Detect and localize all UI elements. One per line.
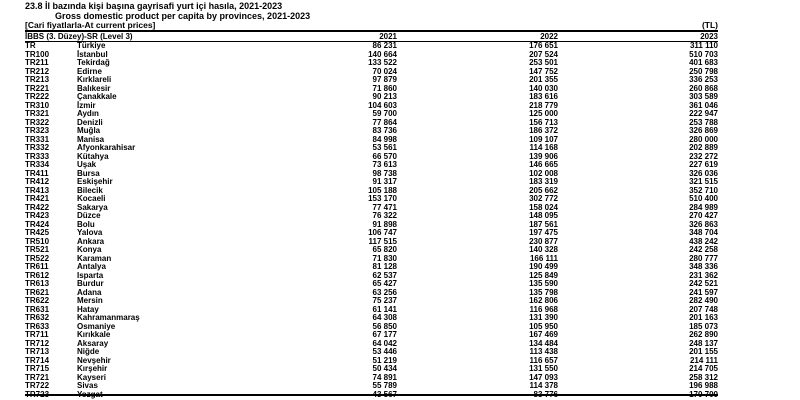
province-code: TR714 (25, 355, 50, 365)
province-name: İstanbul (77, 49, 108, 59)
value-2023: 185 073 (689, 321, 718, 331)
value-2021: 77 864 (372, 117, 397, 127)
province-code: TR222 (25, 92, 50, 101)
value-2021: 83 736 (372, 126, 397, 135)
province-name: Antalya (77, 262, 106, 271)
value-2022: 190 499 (529, 262, 558, 271)
value-2022: 201 355 (529, 75, 558, 84)
value-2021: 153 170 (368, 194, 397, 203)
table-row (25, 59, 718, 68)
province-code: TR611 (25, 262, 49, 271)
table-row (25, 204, 718, 213)
value-2022: 197 475 (529, 228, 558, 237)
value-2022: 302 772 (529, 194, 558, 203)
value-2023: 241 597 (689, 287, 718, 297)
value-2021: 133 522 (368, 58, 397, 67)
province-name: Nevşehir (77, 355, 111, 365)
table-row (25, 331, 718, 340)
value-2023: 326 869 (689, 126, 718, 135)
province-code: TR322 (25, 117, 50, 127)
value-2022: 167 469 (529, 330, 558, 339)
value-2022: 148 095 (529, 211, 558, 220)
province-name: Yalova (77, 228, 103, 237)
value-2022: 205 662 (529, 185, 558, 195)
value-2021: 81 128 (372, 262, 397, 271)
table-row (25, 323, 718, 332)
table-row (25, 170, 718, 179)
table-row (25, 161, 718, 170)
table-row (25, 297, 718, 306)
year-header-2021: 2021 (379, 32, 397, 41)
value-2022: 147 752 (529, 66, 558, 76)
value-2023: 214 111 (689, 355, 718, 365)
province-name: Kırşehir (77, 364, 108, 373)
value-2022: 131 390 (529, 313, 558, 322)
province-code: TR310 (25, 100, 50, 110)
province-code: TR421 (25, 194, 50, 203)
province-name: Konya (77, 245, 102, 254)
value-2023: 303 589 (689, 92, 718, 101)
province-name: Aksaray (77, 338, 109, 348)
province-name: Tekirdağ (77, 58, 110, 67)
value-2023: 227 619 (689, 160, 718, 169)
province-code: TR100 (25, 49, 50, 59)
value-2023: 361 046 (689, 100, 718, 110)
table-row (25, 340, 718, 349)
province-code: TR213 (25, 75, 50, 84)
value-2021: 117 515 (368, 236, 397, 246)
value-2023: 201 163 (689, 313, 718, 322)
value-2021: 70 024 (372, 66, 397, 76)
province-name: Osmaniye (77, 321, 116, 331)
province-code: TR631 (25, 304, 50, 314)
value-2022: 230 877 (529, 236, 558, 246)
value-2021: 67 177 (372, 330, 397, 339)
province-name: Balıkesir (77, 83, 111, 93)
table-row (25, 212, 718, 221)
value-2023: 326 863 (689, 219, 718, 229)
province-code: TR333 (25, 151, 50, 161)
province-name: Sakarya (77, 202, 108, 212)
value-2021: 62 537 (372, 270, 397, 280)
province-name: Eskişehir (77, 177, 113, 186)
province-code: TR622 (25, 296, 50, 305)
value-2021: 59 700 (372, 109, 397, 118)
province-name: Aydın (77, 109, 99, 118)
province-code: TR510 (25, 236, 50, 246)
province-name: Hatay (77, 304, 99, 314)
value-2022: 166 111 (529, 253, 558, 263)
table-row (25, 195, 718, 204)
province-name: Kütahya (77, 151, 109, 161)
value-2021: 50 434 (372, 364, 397, 373)
value-2022: 207 524 (529, 49, 558, 59)
province-name: Burdur (77, 279, 104, 288)
value-2021: 86 231 (372, 41, 397, 50)
value-2021: 73 613 (372, 160, 397, 169)
year-header-2023: 2023 (700, 32, 718, 41)
table-row (25, 348, 718, 357)
province-name: Denizli (77, 117, 103, 127)
province-code: TR722 (25, 381, 50, 390)
table-row (25, 246, 718, 255)
value-2023: 242 521 (689, 279, 718, 288)
province-code: TR721 (25, 372, 50, 382)
value-2022: 116 657 (529, 355, 558, 365)
value-2022: 218 779 (529, 100, 558, 110)
province-code: TR332 (25, 143, 50, 152)
province-name: Niğde (77, 347, 100, 356)
value-2021: 106 747 (368, 228, 397, 237)
province-code: TR425 (25, 228, 50, 237)
value-2022: 183 616 (529, 92, 558, 101)
value-2023: 232 272 (689, 151, 718, 161)
value-2022: 187 561 (529, 219, 558, 229)
province-name: Kayseri (77, 372, 106, 382)
province-code: TR632 (25, 313, 50, 322)
region-level-header: İBBS (3. Düzey)-SR (Level 3) (25, 32, 133, 41)
province-code: TR621 (25, 287, 50, 297)
province-name: Düzce (77, 211, 101, 220)
value-2021: 64 042 (372, 338, 397, 348)
province-name: Bolu (77, 219, 95, 229)
value-2022: 116 968 (529, 304, 558, 314)
value-2023: 352 710 (689, 185, 718, 195)
value-2021: 71 830 (372, 253, 397, 263)
table-header-row (25, 30, 718, 42)
value-2022: 113 438 (529, 347, 558, 356)
value-2021: 53 561 (372, 143, 397, 152)
value-2023: 253 788 (689, 117, 718, 127)
value-2023: 282 490 (689, 296, 718, 305)
table-row (25, 85, 718, 94)
table-row (25, 144, 718, 153)
province-code: TR521 (25, 245, 50, 254)
value-2022: 156 713 (529, 117, 558, 127)
province-name: Mersin (77, 296, 103, 305)
value-2022: 125 000 (529, 109, 558, 118)
value-2022: 253 501 (529, 58, 558, 67)
value-2021: 76 322 (372, 211, 397, 220)
value-2023: 262 890 (689, 330, 718, 339)
value-2022: 135 798 (529, 287, 558, 297)
value-2021: 56 850 (372, 321, 397, 331)
value-2023: 438 242 (689, 236, 718, 246)
province-name: Bilecik (77, 185, 103, 195)
value-2021: 75 237 (372, 296, 397, 305)
table-title-english: Gross domestic product per capita by provinces, 2021-2023 (55, 11, 311, 21)
currency-unit-label: (TL) (701, 20, 718, 30)
province-code: TR (25, 41, 36, 50)
province-code: TR712 (25, 338, 50, 348)
province-name: Manisa (77, 134, 105, 144)
province-code: TR713 (25, 347, 50, 356)
table-row (25, 76, 718, 85)
value-2022: 147 093 (529, 372, 558, 382)
province-code: TR321 (25, 109, 50, 118)
value-2021: 66 570 (372, 151, 397, 161)
value-2023: 311 110 (689, 41, 718, 50)
value-2023: 231 362 (689, 270, 718, 280)
value-2022: 114 168 (529, 143, 558, 152)
gdp-per-capita-table (25, 30, 718, 399)
value-2023: 207 748 (689, 304, 718, 314)
price-basis-note: [Cari fiyatlarla-At current prices] (25, 20, 156, 30)
table-row (25, 272, 718, 281)
value-2021: 53 446 (372, 347, 397, 356)
value-2021: 51 219 (372, 355, 397, 365)
table-row (25, 289, 718, 298)
value-2021: 91 317 (372, 177, 397, 186)
province-name: Karaman (77, 253, 112, 263)
value-2021: 65 427 (372, 279, 397, 288)
value-2022: 105 950 (529, 321, 558, 331)
province-name: Kahramanmaraş (77, 313, 140, 322)
value-2023: 280 000 (689, 134, 718, 144)
province-code: TR334 (25, 160, 50, 169)
table-row (25, 110, 718, 119)
table-row (25, 127, 718, 136)
province-code: TR411 (25, 168, 49, 178)
province-code: TR715 (25, 364, 50, 373)
value-2023: 258 312 (689, 372, 718, 382)
value-2023: 510 703 (689, 49, 718, 59)
province-code: TR612 (25, 270, 50, 280)
value-2023: 336 253 (689, 75, 718, 84)
province-code: TR424 (25, 219, 50, 229)
province-name: Uşak (77, 160, 97, 169)
province-name: Kocaeli (77, 194, 106, 203)
province-name: Edirne (77, 66, 102, 76)
value-2023: 510 400 (689, 194, 718, 203)
value-2021: 140 664 (368, 49, 397, 59)
value-2023: 280 777 (689, 253, 718, 263)
value-2022: 114 378 (529, 381, 558, 390)
value-2022: 183 319 (529, 177, 558, 186)
value-2022: 162 806 (529, 296, 558, 305)
value-2023: 401 683 (689, 58, 718, 67)
province-name: Türkiye (77, 41, 106, 50)
table-row (25, 68, 718, 77)
province-name: Isparta (77, 270, 104, 280)
province-code: TR323 (25, 126, 50, 135)
value-2023: 348 336 (689, 262, 718, 271)
value-2023: 201 155 (689, 347, 718, 356)
value-2022: 109 107 (529, 134, 558, 144)
table-row (25, 280, 718, 289)
table-row (25, 382, 718, 391)
province-code: TR331 (25, 134, 50, 144)
value-2021: 55 789 (372, 381, 397, 390)
value-2023: 270 427 (689, 211, 718, 220)
province-name: Bursa (77, 168, 100, 178)
value-2021: 71 860 (372, 83, 397, 93)
province-name: Sivas (77, 381, 98, 390)
table-title-turkish: 23.8 İl bazında kişi başına gayrisafi yurt içi hasıla, 2021-2023 (25, 1, 283, 11)
value-2022: 134 484 (529, 338, 558, 348)
value-2022: 135 590 (529, 279, 558, 288)
value-2023: 202 889 (689, 143, 718, 152)
value-2023: 260 868 (689, 83, 718, 93)
table-row (25, 153, 718, 162)
province-name: Ankara (77, 236, 105, 246)
province-code: TR633 (25, 321, 50, 331)
value-2021: 63 256 (372, 287, 397, 297)
value-2023: 196 988 (689, 381, 718, 390)
value-2023: 250 798 (689, 66, 718, 76)
value-2022: 139 906 (529, 151, 558, 161)
value-2022: 186 372 (529, 126, 558, 135)
province-name: Muğla (77, 126, 101, 135)
value-2022: 158 024 (529, 202, 558, 212)
value-2021: 105 188 (368, 185, 397, 195)
table-row (25, 314, 718, 323)
value-2023: 326 036 (689, 168, 718, 178)
value-2021: 90 213 (372, 92, 397, 101)
province-code: TR413 (25, 185, 50, 195)
province-name: Afyonkarahisar (77, 143, 136, 152)
table-row (25, 374, 718, 383)
province-code: TR423 (25, 211, 50, 220)
province-name: Kırıkkale (77, 330, 111, 339)
value-2023: 248 137 (689, 338, 718, 348)
table-body (25, 42, 718, 399)
province-code: TR212 (25, 66, 50, 76)
value-2023: 284 989 (689, 202, 718, 212)
value-2023: 321 515 (689, 177, 718, 186)
value-2021: 64 308 (372, 313, 397, 322)
year-header-2022: 2022 (540, 32, 558, 41)
province-code: TR613 (25, 279, 50, 288)
province-name: Adana (77, 287, 102, 297)
value-2022: 176 651 (529, 41, 558, 50)
value-2021: 65 820 (372, 245, 397, 254)
province-name: İzmir (77, 100, 96, 110)
value-2022: 125 849 (529, 270, 558, 280)
table-row (25, 365, 718, 374)
value-2021: 97 879 (372, 75, 397, 84)
table-row (25, 119, 718, 128)
table-bottom-rule (25, 394, 718, 396)
table-row (25, 357, 718, 366)
province-code: TR412 (25, 177, 50, 186)
province-name: Çanakkale (77, 92, 117, 101)
value-2023: 214 705 (689, 364, 718, 373)
value-2023: 222 947 (689, 109, 718, 118)
table-row (25, 238, 718, 247)
value-2022: 131 550 (529, 364, 558, 373)
province-name: Kırklareli (77, 75, 112, 84)
value-2021: 91 898 (372, 219, 397, 229)
table-row (25, 255, 718, 264)
value-2022: 102 008 (529, 168, 558, 178)
province-code: TR422 (25, 202, 50, 212)
value-2022: 140 328 (529, 245, 558, 254)
province-code: TR211 (25, 58, 49, 67)
value-2022: 146 665 (529, 160, 558, 169)
table-row (25, 263, 718, 272)
value-2021: 77 471 (372, 202, 397, 212)
province-code: TR711 (25, 330, 49, 339)
value-2021: 104 603 (368, 100, 397, 110)
value-2021: 98 738 (372, 168, 397, 178)
province-code: TR221 (25, 83, 50, 93)
province-code: TR522 (25, 253, 50, 263)
value-2021: 74 891 (372, 372, 397, 382)
value-2022: 140 030 (529, 83, 558, 93)
value-2023: 242 258 (689, 245, 718, 254)
value-2023: 348 704 (689, 228, 718, 237)
table-row (25, 102, 718, 111)
value-2021: 84 998 (372, 134, 397, 144)
value-2021: 61 141 (372, 304, 397, 314)
